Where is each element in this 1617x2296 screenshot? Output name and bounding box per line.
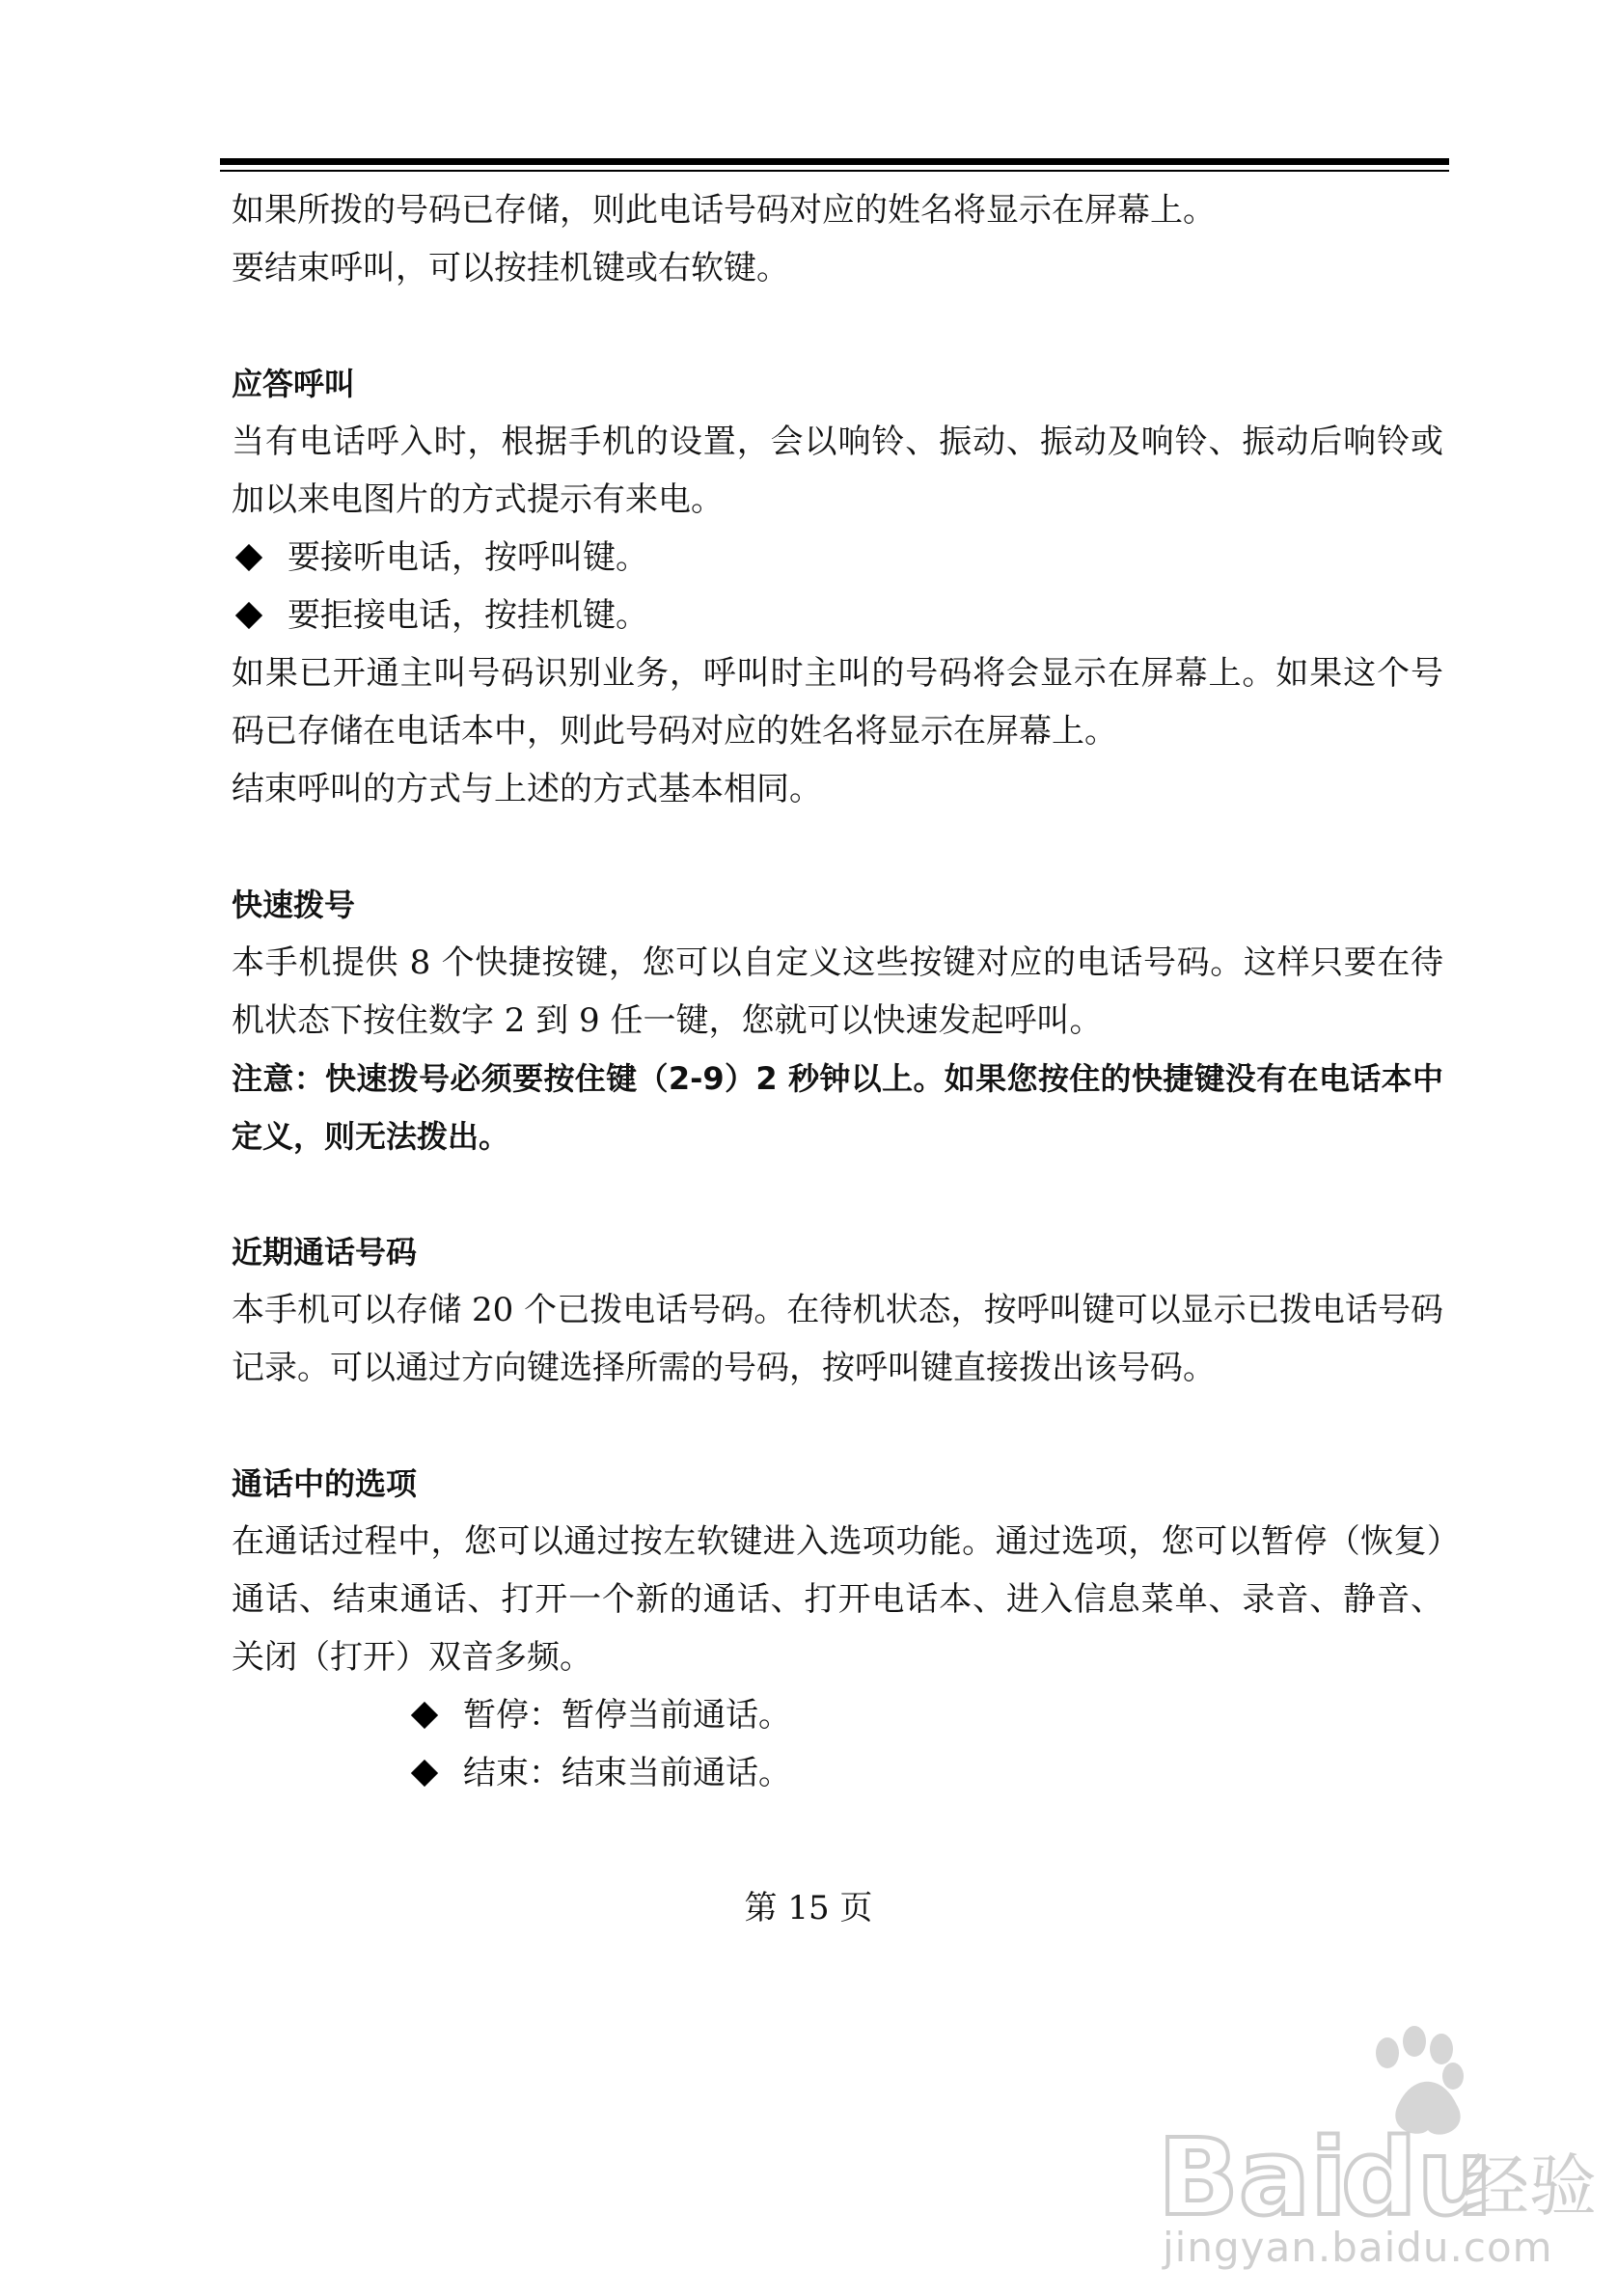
intro-line-1: 如果所拨的号码已存储，则此电话号码对应的姓名将显示在屏幕上。: [232, 191, 1216, 230]
in-call-options-paragraph: 在通话过程中，您可以通过按左软键进入选项功能。通过选项，您可以暂停（恢复）通话、结束通话、打开一个新的通话、打开电话本、进入信息菜单、录音、静音、关闭（打开）双音多频。: [232, 1522, 1443, 1677]
answer-paragraph-2: 如果已开通主叫号码识别业务，呼叫时主叫的号码将会显示在屏幕上。如果这个号码已存储在电话本中，则此号码对应的姓名将显示在屏幕上。: [232, 654, 1443, 751]
speed-dial-paragraph: 本手机提供 8 个快捷按键，您可以自定义这些按键对应的电话号码。这样只要在待机状态下按住数字 2 到 9 任一键，您就可以快速发起呼叫。: [232, 943, 1443, 1040]
diamond-bullet-icon: [411, 1702, 438, 1729]
speed-dial-note: 注意：快速拨号必须要按住键（2-9）2 秒钟以上。如果您按住的快捷键没有在电话本中定义，则无法拨出。: [232, 1060, 1443, 1155]
recent-calls-paragraph: 本手机可以存储 20 个已拨电话号码。在待机状态，按呼叫键可以显示已拨电话号码记录。可以通过方向键选择所需的号码，按呼叫键直接拨出该号码。: [232, 1291, 1443, 1387]
header-rule-thick: [220, 158, 1449, 165]
bullet-text: 要拒接电话，按挂机键。: [288, 596, 648, 635]
diamond-bullet-icon: [235, 544, 262, 571]
in-call-bullet-1: [232, 1686, 1443, 1744]
bullet-text: 要接听电话，按呼叫键。: [288, 538, 648, 577]
diamond-bullet-icon: [411, 1760, 438, 1787]
speed-dial-heading: 快速拨号: [232, 887, 356, 923]
in-call-options-heading: 通话中的选项: [232, 1465, 418, 1502]
bullet-text: 暂停：暂停当前通话。: [463, 1696, 791, 1735]
watermark-brand-2: du: [1341, 2116, 1494, 2239]
watermark-label: 经验: [1462, 2146, 1597, 2226]
document-body: [232, 181, 1443, 1802]
bullet-text: 结束：结束当前通话。: [463, 1754, 791, 1792]
intro-line-2: 要结束呼叫，可以按挂机键或右软键。: [232, 249, 789, 287]
page-number: 第 15 页: [744, 1889, 873, 1927]
answer-bullet-2: [232, 587, 1443, 644]
diamond-bullet-icon: [235, 602, 262, 629]
answer-heading: 应答呼叫: [232, 366, 356, 402]
answer-paragraph-1: 当有电话呼入时，根据手机的设置，会以响铃、振动、振动及响铃、振动后响铃或加以来电图片的方式提示有来电。: [232, 423, 1443, 519]
recent-calls-heading: 近期通话号码: [232, 1234, 418, 1271]
answer-bullet-1: [232, 529, 1443, 587]
watermark-url: jingyan.baidu.com: [1163, 2224, 1553, 2271]
in-call-bullet-2: [232, 1744, 1443, 1802]
answer-paragraph-3: 结束呼叫的方式与上述的方式基本相同。: [232, 770, 822, 808]
watermark-brand: Bai: [1158, 2116, 1347, 2239]
header-rule-thin: [220, 170, 1449, 172]
